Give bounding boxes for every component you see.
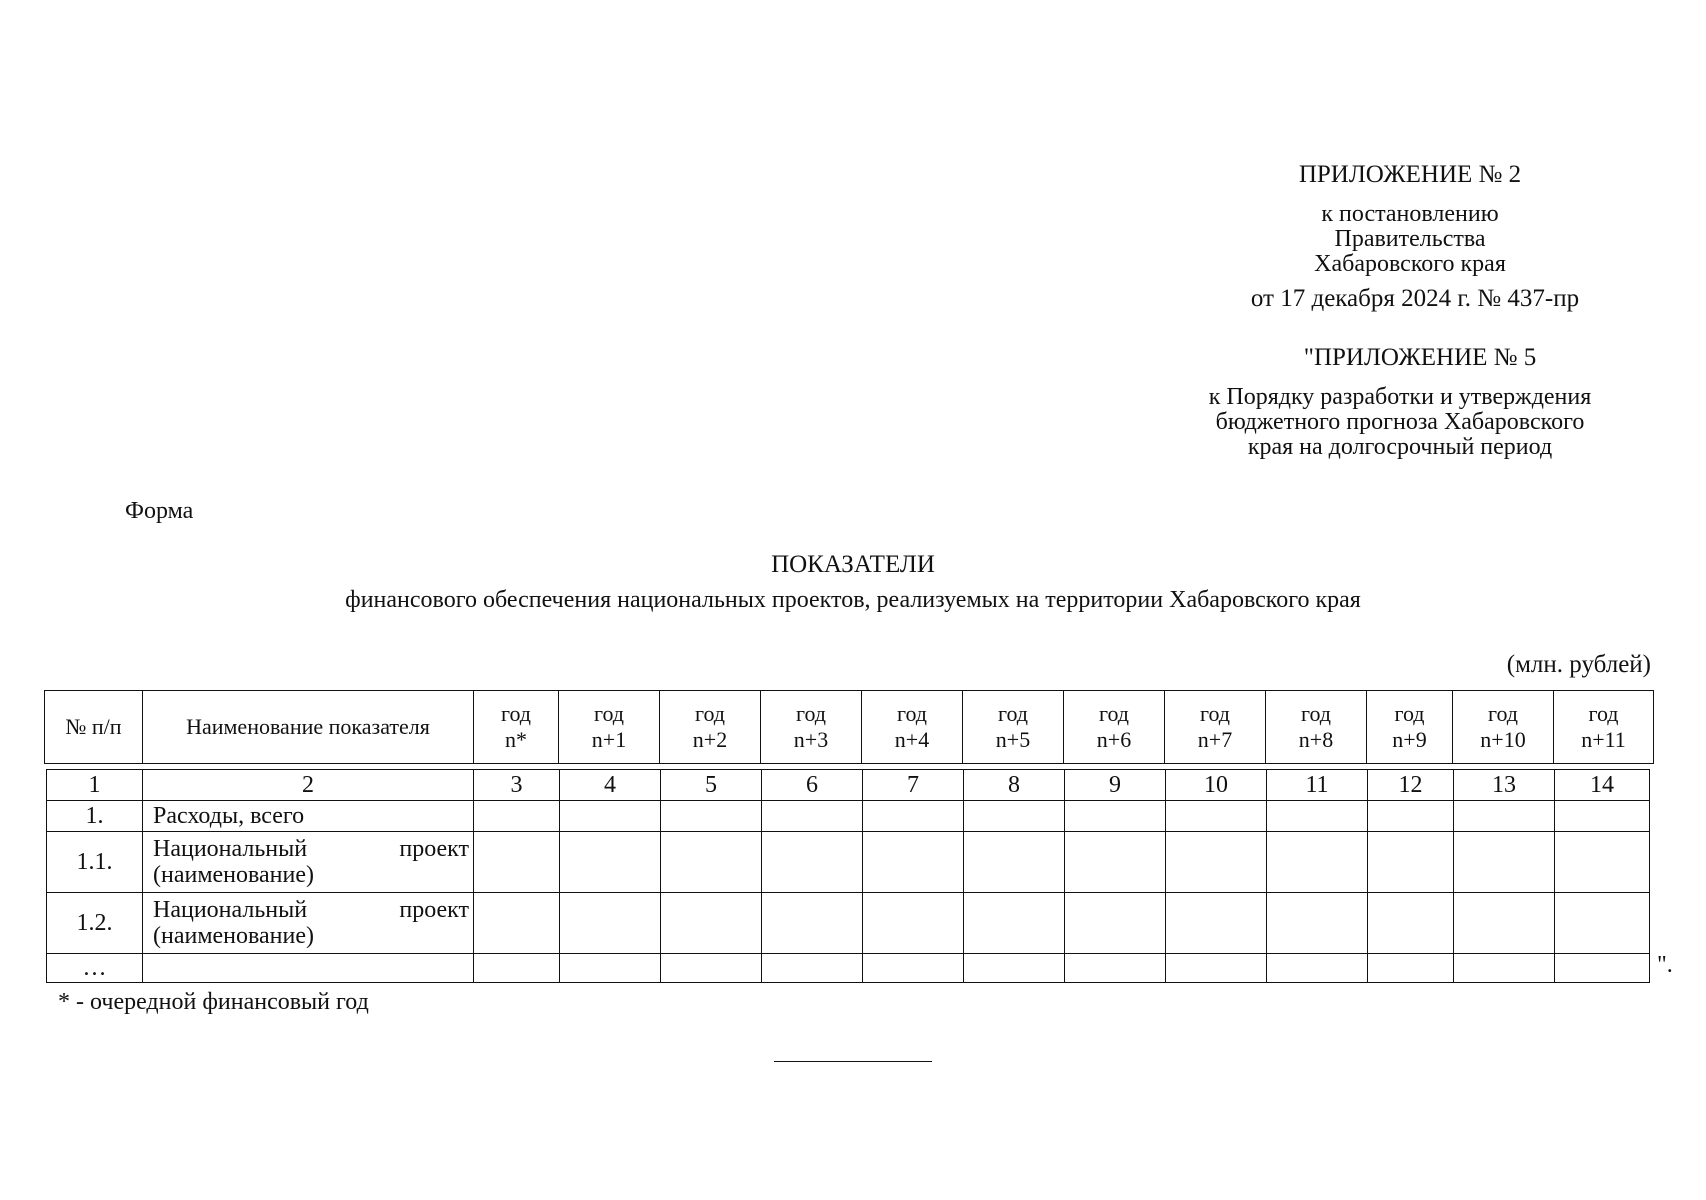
document-subtitle: финансового обеспечения национальных проектов, реализуемых на территории Хабаровского края — [345, 587, 1361, 613]
year-label: n+9 — [1392, 727, 1427, 752]
value-cell — [474, 954, 560, 983]
value-cell — [964, 801, 1065, 832]
year-word: год — [593, 701, 625, 726]
value-cell — [1555, 893, 1650, 954]
value-cell — [1267, 893, 1368, 954]
appendix-2-reference-line: Правительства — [1334, 226, 1486, 252]
value-cell — [661, 954, 762, 983]
header-name: Наименование показателя — [143, 691, 474, 764]
value-cell — [1166, 954, 1267, 983]
year-label: n+5 — [995, 727, 1031, 752]
value-cell — [1166, 893, 1267, 954]
table-row — [47, 893, 1650, 954]
table-row — [47, 801, 1650, 832]
value-cell — [560, 954, 661, 983]
indicators-table-body — [46, 769, 1650, 983]
value-cell — [474, 832, 560, 893]
value-cell — [762, 801, 863, 832]
year-label: n+6 — [1096, 727, 1132, 752]
value-cell — [1555, 801, 1650, 832]
value-cell — [762, 954, 863, 983]
column-number: 3 — [474, 770, 560, 801]
row-name: Национальный проект (наименование) — [143, 832, 474, 893]
appendix-5-reference-line: края на долгосрочный период — [1247, 434, 1553, 460]
units-label: (млн. рублей) — [1506, 651, 1651, 678]
appendix-2-title: ПРИЛОЖЕНИЕ № 2 — [1298, 161, 1522, 188]
year-word: год — [896, 701, 928, 726]
value-cell — [1368, 893, 1454, 954]
value-cell — [1065, 801, 1166, 832]
value-cell — [1555, 954, 1650, 983]
appendix-5-reference — [1150, 385, 1650, 460]
header-year — [862, 691, 963, 764]
value-cell — [560, 801, 661, 832]
header-year — [1453, 691, 1554, 764]
column-number-row — [47, 770, 1650, 801]
year-label: n+11 — [1581, 727, 1626, 752]
header-year — [1266, 691, 1367, 764]
value-cell — [1368, 801, 1454, 832]
column-number: 13 — [1454, 770, 1555, 801]
year-label: n+10 — [1480, 727, 1526, 752]
year-word: год — [1199, 701, 1231, 726]
year-label: n+7 — [1197, 727, 1233, 752]
row-name: Расходы, всего — [143, 801, 474, 832]
value-cell — [560, 832, 661, 893]
value-cell — [1454, 893, 1555, 954]
column-number: 14 — [1555, 770, 1650, 801]
header-year — [1554, 691, 1654, 764]
column-number: 5 — [661, 770, 762, 801]
value-cell — [474, 893, 560, 954]
header-year — [660, 691, 761, 764]
value-cell — [1065, 832, 1166, 893]
year-label: n* — [505, 727, 527, 752]
resolution-date: от 17 декабря 2024 г. № 437-пр — [1250, 285, 1580, 312]
value-cell — [661, 801, 762, 832]
end-of-document-line — [774, 1061, 932, 1062]
value-cell — [1065, 893, 1166, 954]
year-label: n+4 — [894, 727, 930, 752]
year-word: год — [1394, 701, 1425, 726]
year-word: год — [1098, 701, 1130, 726]
appendix-2-reference-line: Хабаровского края — [1314, 251, 1506, 277]
appendix-2-reference-line: к постановлению — [1321, 201, 1499, 227]
row-number: 1.1. — [47, 832, 143, 893]
value-cell — [964, 832, 1065, 893]
header-year — [559, 691, 660, 764]
value-cell — [560, 893, 661, 954]
indicators-table-header — [44, 690, 1654, 764]
header-row — [45, 691, 1654, 764]
header-year — [474, 691, 559, 764]
year-word: год — [795, 701, 827, 726]
value-cell — [863, 893, 964, 954]
value-cell — [863, 801, 964, 832]
value-cell — [1454, 801, 1555, 832]
year-word: год — [1300, 701, 1332, 726]
row-name: Национальный проект (наименование) — [143, 893, 474, 954]
footnote: * - очередной финансовый год — [58, 989, 369, 1015]
header-year — [1064, 691, 1165, 764]
value-cell — [1267, 954, 1368, 983]
header-year — [761, 691, 862, 764]
column-number: 12 — [1368, 770, 1454, 801]
year-word: год — [500, 701, 532, 726]
column-number: 1 — [47, 770, 143, 801]
value-cell — [762, 893, 863, 954]
appendix-5-title: "ПРИЛОЖЕНИЕ № 5 — [1303, 344, 1537, 371]
year-label: n+2 — [692, 727, 728, 752]
value-cell — [863, 832, 964, 893]
value-cell — [1166, 832, 1267, 893]
year-label: n+8 — [1298, 727, 1334, 752]
row-number: 1.2. — [47, 893, 143, 954]
value-cell — [1267, 832, 1368, 893]
year-word: год — [1487, 701, 1519, 726]
value-cell — [1368, 832, 1454, 893]
row-number: … — [47, 954, 143, 983]
value-cell — [1368, 954, 1454, 983]
column-number: 9 — [1065, 770, 1166, 801]
column-number: 2 — [143, 770, 474, 801]
year-label: n+1 — [591, 727, 627, 752]
year-word: год — [997, 701, 1029, 726]
form-label: Форма — [125, 498, 194, 524]
column-number: 4 — [560, 770, 661, 801]
header-num: № п/п — [45, 691, 143, 764]
header-year — [1367, 691, 1453, 764]
value-cell — [762, 832, 863, 893]
value-cell — [964, 893, 1065, 954]
table-row — [47, 832, 1650, 893]
value-cell — [1065, 954, 1166, 983]
value-cell — [1454, 954, 1555, 983]
row-name — [143, 954, 474, 983]
value-cell — [474, 801, 560, 832]
year-word: год — [694, 701, 726, 726]
value-cell — [1166, 801, 1267, 832]
value-cell — [863, 954, 964, 983]
appendix-2-reference — [1230, 202, 1590, 277]
column-number: 7 — [863, 770, 964, 801]
appendix-5-reference-line: бюджетного прогноза Хабаровского — [1215, 409, 1585, 435]
column-number: 8 — [964, 770, 1065, 801]
document-title: ПОКАЗАТЕЛИ — [771, 551, 935, 578]
value-cell — [1267, 801, 1368, 832]
table-row — [47, 954, 1650, 983]
year-label: n+3 — [793, 727, 829, 752]
row-number: 1. — [47, 801, 143, 832]
header-year — [963, 691, 1064, 764]
appendix-5-reference-line: к Порядку разработки и утверждения — [1208, 384, 1592, 410]
year-word: год — [1588, 701, 1619, 726]
closing-quote: ". — [1657, 952, 1673, 978]
column-number: 10 — [1166, 770, 1267, 801]
value-cell — [1454, 832, 1555, 893]
value-cell — [964, 954, 1065, 983]
value-cell — [661, 893, 762, 954]
value-cell — [661, 832, 762, 893]
column-number: 11 — [1267, 770, 1368, 801]
column-number: 6 — [762, 770, 863, 801]
header-year — [1165, 691, 1266, 764]
value-cell — [1555, 832, 1650, 893]
